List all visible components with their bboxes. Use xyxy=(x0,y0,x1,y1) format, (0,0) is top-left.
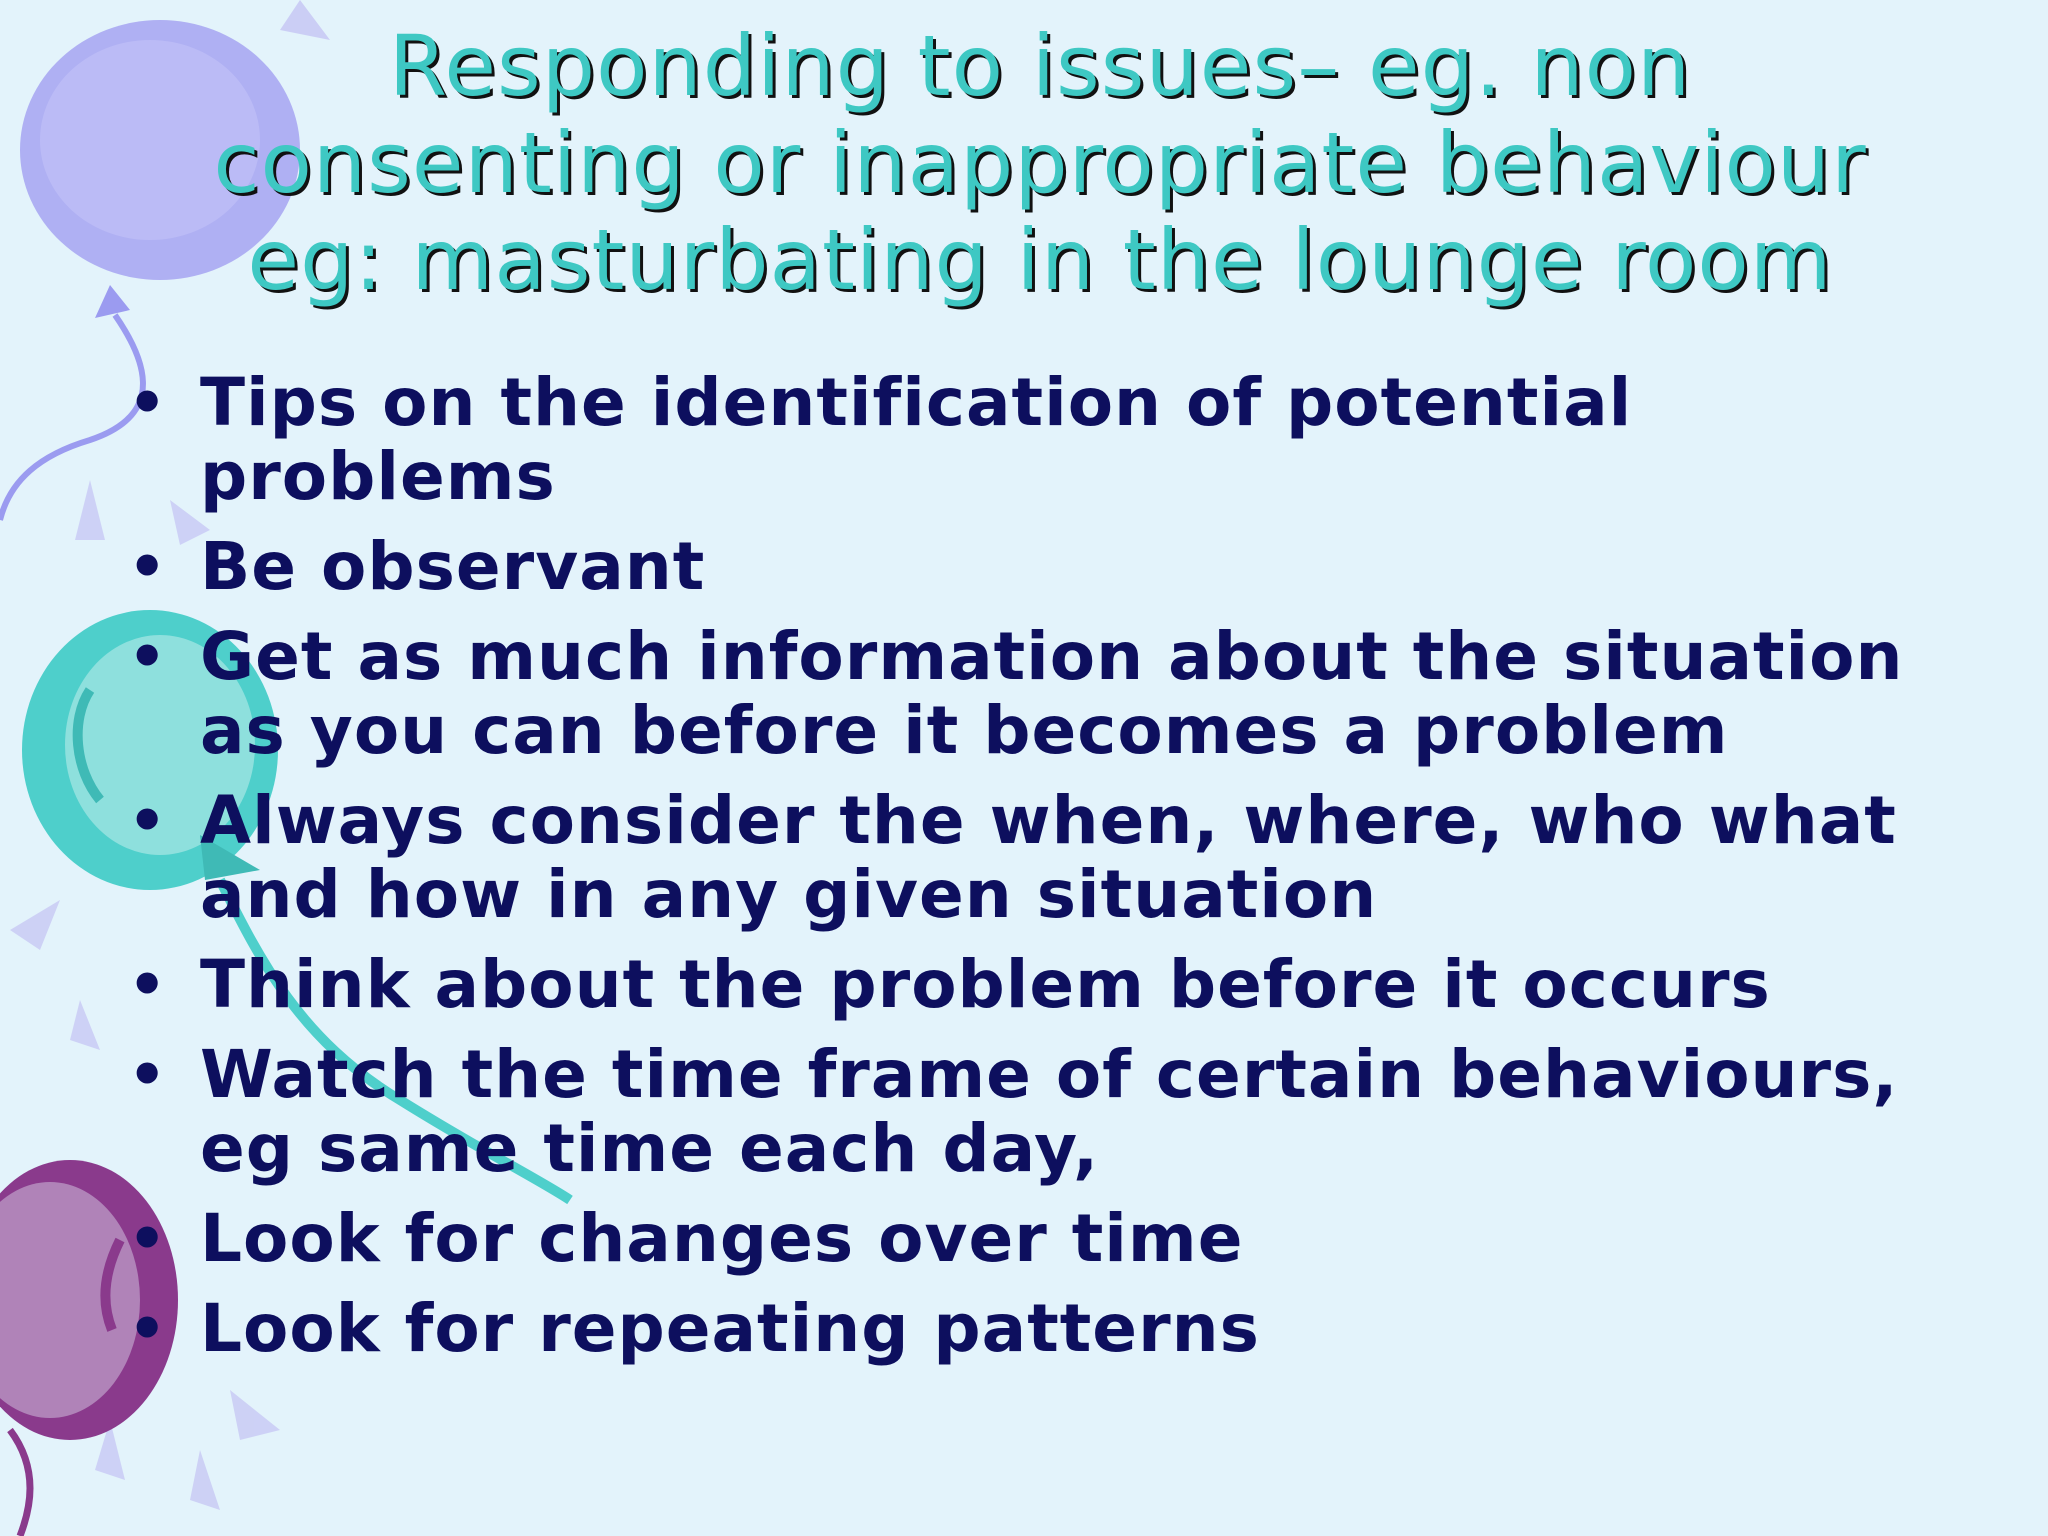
bullet-item xyxy=(120,366,2000,514)
slide-title xyxy=(110,18,1970,309)
bullet-dot-icon: • xyxy=(128,950,168,1020)
bullet-dot-icon: • xyxy=(128,622,168,692)
bullet-text: Be observant xyxy=(200,528,706,605)
title-line: consenting or inappropriate behaviour xyxy=(213,114,1867,212)
bullet-list xyxy=(120,366,2000,1382)
bullet-text: Get as much information about the situation as you can before it becomes a problem xyxy=(200,618,1904,769)
bullet-text: Always consider the when, where, who what and how in any given situation xyxy=(200,782,1897,933)
bullet-dot-icon: • xyxy=(128,368,168,438)
bullet-dot-icon: • xyxy=(128,532,168,602)
bullet-text: Watch the time frame of certain behaviours, eg same time each day, xyxy=(200,1036,1899,1187)
bullet-dot-icon: • xyxy=(128,1040,168,1110)
bullet-dot-icon: • xyxy=(128,786,168,856)
bullet-item xyxy=(120,1202,2000,1276)
bullet-item xyxy=(120,530,2000,604)
title-line: Responding to issues– eg. non xyxy=(388,17,1692,115)
bullet-text: Look for repeating patterns xyxy=(200,1290,1260,1367)
bullet-text: Look for changes over time xyxy=(200,1200,1244,1277)
bullet-item xyxy=(120,784,2000,932)
bullet-item xyxy=(120,1292,2000,1366)
bullet-item xyxy=(120,620,2000,768)
bullet-item xyxy=(120,948,2000,1022)
bullet-text: Tips on the identification of potential problems xyxy=(200,364,1633,515)
bullet-item xyxy=(120,1038,2000,1186)
bullet-dot-icon: • xyxy=(128,1204,168,1274)
bullet-dot-icon: • xyxy=(128,1294,168,1364)
title-line: eg: masturbating in the lounge room xyxy=(247,211,1833,309)
bullet-text: Think about the problem before it occurs xyxy=(200,946,1771,1023)
